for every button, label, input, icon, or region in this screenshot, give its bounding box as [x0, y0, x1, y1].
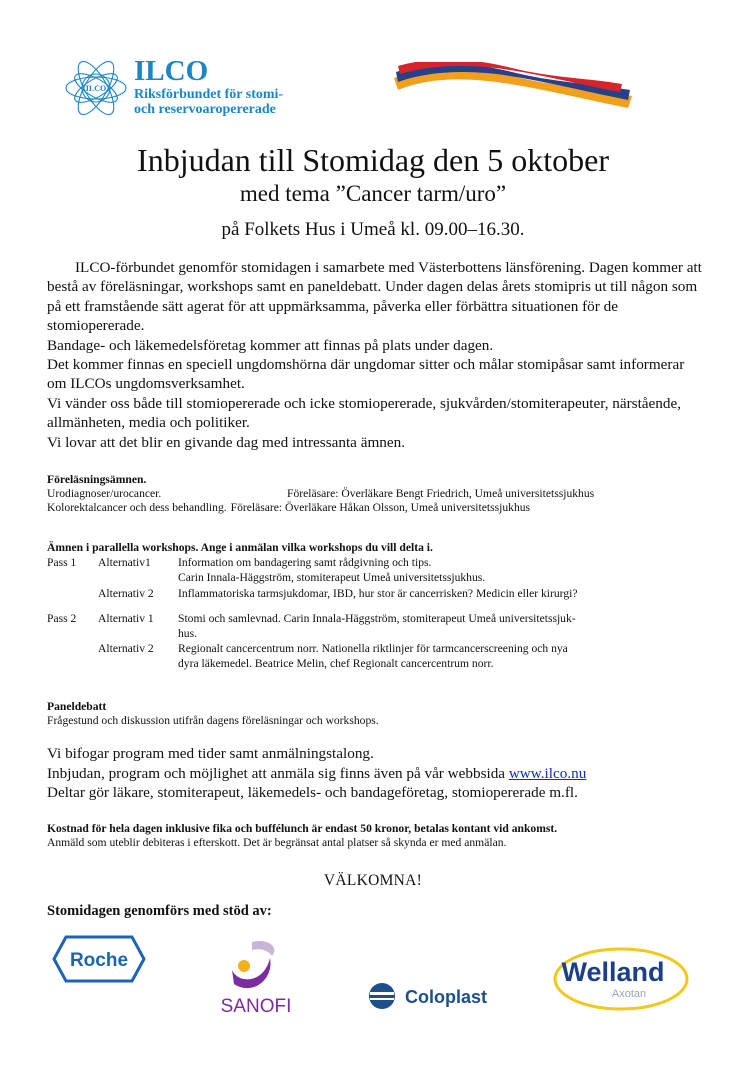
pass2-alt2-text: Regionalt cancercentrum norr. Nationella riktlinjer för tarmcancerscreening och nya [178, 642, 568, 655]
info-line-text: Inbjudan, program och möjlighet att anmäla sig finns även på vår webbsida [47, 764, 509, 782]
intro-paragraph: ILCO-förbundet genomför stomidagen i samarbete med Västerbottens länsförening. Dagen kommer att bestå av föreläsningar, workshops samt en paneldebatt. Under dagen delas årets stomipris ut till någon som på ett framstående sätt agerat för att uppmärksamma, påverka eller förbättra situationen för de stomiopererade. [47, 259, 702, 335]
info-line [47, 764, 727, 784]
sponsors-heading: Stomidagen genomförs med stöd av: [47, 903, 272, 919]
theme-subtitle: med tema ”Cancer tarm/uro” [239, 181, 507, 206]
intro-text [47, 258, 707, 452]
welcome-text: VÄLKOMNA! [323, 872, 423, 889]
lecture-row [47, 501, 727, 515]
intro-paragraph: Vi lovar att det blir en givande dag med intressanta ämnen. [47, 433, 405, 451]
svg-text:ILCO: ILCO [85, 84, 107, 93]
welland-logo [551, 947, 691, 1017]
panel-section [47, 700, 727, 728]
intro-paragraph: Bandage- och läkemedelsföretag kommer att finnas på plats under dagen. [47, 336, 494, 354]
lecture-row [47, 487, 727, 501]
pass1-alt1-text: Information om bandagering samt rådgivning och tips. [178, 556, 432, 569]
org-subtitle-line2: och reservoaropererade [134, 102, 276, 117]
lecture-speaker: Föreläsare: Överläkare Håkan Olsson, Umeå universitetssjukhus [230, 501, 531, 514]
lectures-heading: Föreläsningsämnen. [47, 473, 147, 486]
pass2-alt2-label: Alternativ 2 [98, 642, 154, 655]
pass1-alt2-label: Alternativ 2 [98, 587, 154, 600]
org-name: ILCO [134, 55, 209, 87]
pass2-alt1-label: Alternativ 1 [98, 612, 154, 625]
pass2-alt1-text: hus. [178, 627, 198, 640]
coloplast-logo [367, 978, 515, 1014]
ribbon-flag-graphic [392, 62, 634, 116]
intro-paragraph: Det kommer finnas en speciell ungdomshörna där ungdomar sitter och målar stomipåsar samt informerar om ILCOs ungdomsverksamhet. [47, 356, 685, 393]
pass1-label: Pass 1 [47, 556, 77, 569]
pass1-alt1-text: Carin Innala-Häggström, stomiterapeut Umeå universitetssjukhus. [178, 571, 486, 584]
lecture-topic: Kolorektalcancer och dess behandling. [47, 501, 227, 514]
lecture-speaker: Föreläsare: Överläkare Bengt Friedrich, Umeå universitetssjukhus [287, 487, 595, 500]
workshops-heading: Ämnen i parallella workshops. Ange i anmälan vilka workshops du vill delta i. [47, 541, 433, 554]
pass1-alt2-text: Inflammatoriska tarmsjukdomar, IBD, hur stor är cancerrisken? Medicin eller kirurgi? [178, 587, 578, 600]
panel-heading: Paneldebatt [47, 700, 107, 713]
lectures-section [47, 473, 727, 515]
ilco-logo [62, 60, 132, 116]
page-title: Inbjudan till Stomidag den 5 oktober [137, 142, 609, 178]
pass2-label: Pass 2 [47, 612, 77, 625]
website-link[interactable]: www.ilco.nu [508, 764, 587, 782]
info-line: Vi bifogar program med tider samt anmälningstalong. [47, 745, 374, 762]
pass1-alt1-label: Alternativ1 [98, 556, 151, 569]
lecture-topic: Urodiagnoser/urocancer. [47, 487, 162, 500]
sanofi-logo [208, 940, 304, 1020]
svg-text:Coloplast: Coloplast [405, 987, 488, 1007]
svg-text:Roche: Roche [69, 950, 129, 971]
cost-section [47, 822, 746, 850]
cost-note: Anmäld som uteblir debiteras i efterskott. Det är begränsat antal platser så skynda er med anmälan. [47, 836, 507, 849]
info-line: Deltar gör läkare, stomiterapeut, läkemedels- och bandageföretag, stomiopererade m.fl. [47, 784, 578, 802]
intro-paragraph: Vi vänder oss både till stomiopererade och icke stomiopererade, sjukvården/stomiterapeuter, närstående, allmänheten, media och politiker. [47, 394, 682, 432]
cost-text: Kostnad för hela dagen inklusive fika och buffélunch är endast 50 kronor, betalas kontant vid ankomst. [47, 822, 558, 835]
svg-text:SANOFI: SANOFI [220, 996, 292, 1017]
pass2-alt1-text: Stomi och samlevnad. Carin Innala-Häggström, stomiterapeut Umeå universitetssjuk- [178, 612, 576, 625]
svg-text:Axotan: Axotan [611, 988, 647, 1000]
venue-line: på Folkets Hus i Umeå kl. 09.00–16.30. [221, 219, 525, 240]
pass2-alt2-text: dyra läkemedel. Beatrice Melin, chef Regionalt cancercentrum norr. [178, 657, 494, 670]
roche-logo [52, 935, 146, 983]
svg-text:Welland: Welland [561, 957, 665, 987]
info-section [47, 744, 727, 803]
panel-text: Frågestund och diskussion utifrån dagens föreläsningar och workshops. [47, 714, 379, 727]
org-subtitle-line1: Riksförbundet för stomi- [134, 87, 284, 102]
org-subtitle [134, 87, 283, 117]
